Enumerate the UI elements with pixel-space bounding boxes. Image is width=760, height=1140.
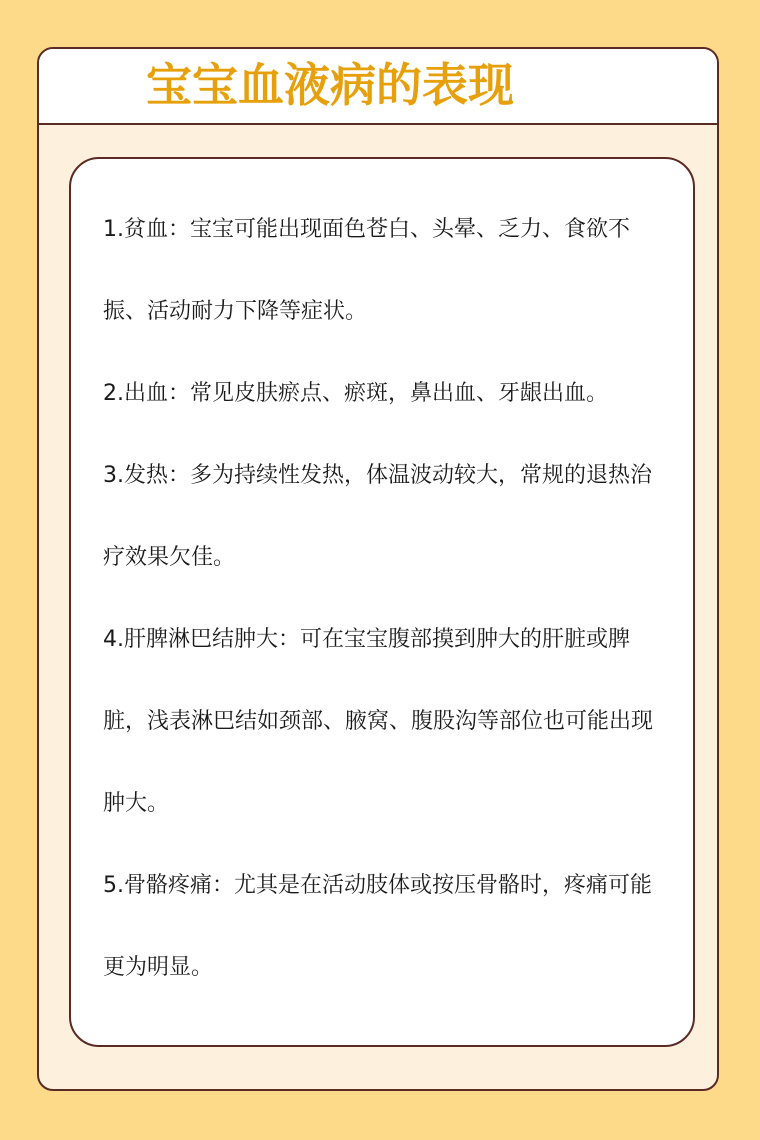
symptom-list xyxy=(103,189,673,1009)
list-item: 2.出血：常见皮肤瘀点、瘀斑，鼻出血、牙龈出血。 xyxy=(103,381,608,406)
list-item: 3.发热：多为持续性发热，体温波动较大，常规的退热治疗效果欠佳。 xyxy=(103,463,652,570)
list-item: 5.骨骼疼痛：尤其是在活动肢体或按压骨骼时，疼痛可能更为明显。 xyxy=(103,873,652,980)
outer-card xyxy=(37,47,719,1091)
page-title: 宝宝血液病的表现 xyxy=(146,58,514,112)
list-item: 4.肝脾淋巴结肿大：可在宝宝腹部摸到肿大的肝脏或脾脏，浅表淋巴结如颈部、腋窝、腹股沟等部位也可能出现肿大。 xyxy=(103,627,654,816)
header-band xyxy=(39,49,717,125)
content-card xyxy=(69,157,695,1047)
list-item: 1.贫血：宝宝可能出现面色苍白、头晕、乏力、食欲不振、活动耐力下降等症状。 xyxy=(103,217,630,324)
